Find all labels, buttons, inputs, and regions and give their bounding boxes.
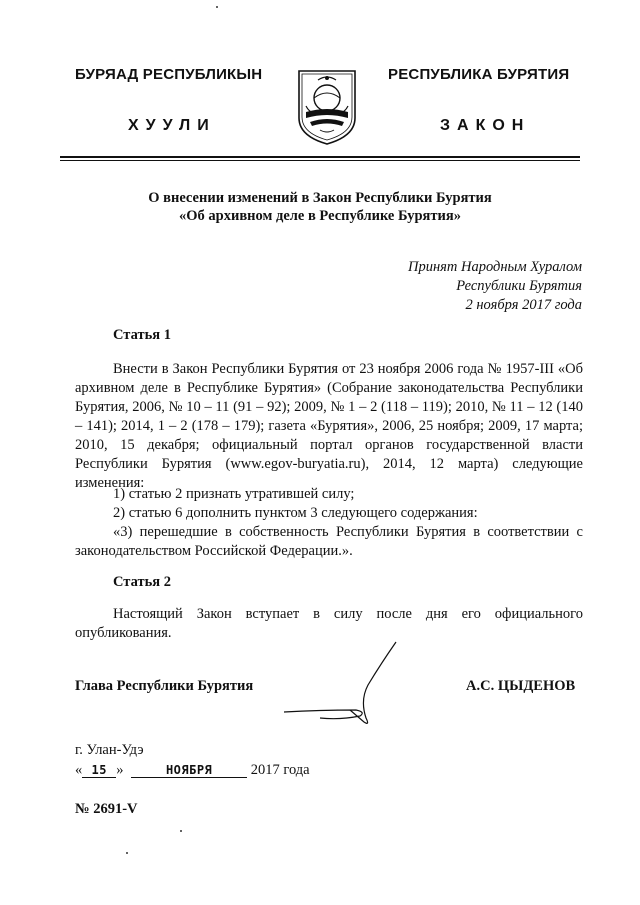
scan-speck: [216, 6, 218, 8]
date-year: 2017 года: [250, 762, 310, 778]
coat-of-arms-icon: [296, 68, 358, 146]
signer-position: Глава Республики Бурятия: [75, 678, 254, 694]
date-month: НОЯБРЯ: [131, 763, 247, 778]
handwritten-signature: [280, 640, 410, 730]
article-1-paragraph: Внести в Закон Республики Бурятия от 23 ноября 2006 года № 1957-III «Об архивном деле в Республике Бурятия» (Собрание законодательства Республики Бурятия, 2006, № 10 – 11 (91 – 92); 2009, № 1 – 2 (118 – 119); 2010, № 11 – 12 (140 – 141); 2014, 1 – 2 (178 – 179); газета «Бурятия», 2006, 25 ноября; 2009, 17 марта; 2010, 15 декабря; официальный портал органов государственной власти Республики Бурятия (www.egov-buryatia.ru), 2014, 12 марта) следующие изменения:: [75, 361, 583, 491]
header-right-bottom: ЗАКОН: [440, 117, 531, 134]
article-1-item-1: 1) статью 2 признать утратившей силу;: [113, 486, 355, 502]
adoption-note: [408, 258, 582, 315]
adoption-line-3: 2 ноября 2017 года: [465, 297, 582, 313]
date-quote-open: «: [75, 762, 83, 778]
article-2-paragraph: Настоящий Закон вступает в силу после дня его официального опубликования.: [75, 606, 583, 641]
header-rule-thin: [60, 160, 580, 161]
document-title: [60, 189, 580, 225]
header-left-bottom: ХУУЛИ: [128, 117, 216, 134]
article-1-heading: Статья 1: [113, 327, 171, 343]
article-2-heading: Статья 2: [113, 574, 171, 590]
adoption-line-2: Республики Бурятия: [456, 278, 582, 294]
date-day: 15: [82, 763, 116, 778]
header-left-top: БУРЯАД РЕСПУБЛИКЫН: [75, 66, 263, 83]
scan-speck: [126, 852, 128, 854]
title-line-1: О внесении изменений в Закон Республики Бурятия: [148, 190, 492, 206]
date-quote-close: »: [116, 762, 124, 778]
article-1-item-3: «3) перешедшие в собственность Республики Бурятия в соответствии с законодательством Российской Федерации.».: [75, 524, 583, 559]
header-rule-thick: [60, 156, 580, 158]
title-line-2: «Об архивном деле в Республике Бурятия»: [179, 208, 461, 224]
header-right-top: РЕСПУБЛИКА БУРЯТИЯ: [388, 66, 570, 83]
article-1-item-2: 2) статью 6 дополнить пунктом 3 следующего содержания:: [113, 505, 478, 521]
adoption-line-1: Принят Народным Хуралом: [407, 259, 582, 275]
date-line: [75, 762, 310, 779]
city: г. Улан-Удэ: [75, 742, 144, 758]
signer-name: А.С. ЦЫДЕНОВ: [466, 678, 576, 694]
law-number: № 2691-V: [75, 801, 138, 817]
scan-speck: [180, 830, 182, 832]
